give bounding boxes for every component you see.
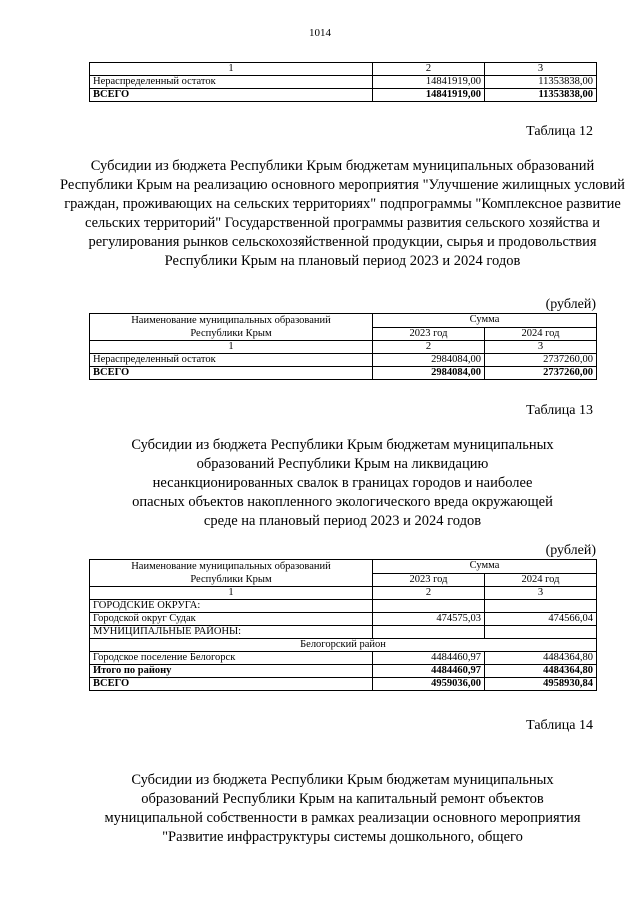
table-13 — [89, 559, 597, 691]
row-name: ВСЕГО — [90, 367, 373, 380]
column-number: 2 — [373, 63, 485, 76]
value-2024: 11353838,00 — [485, 76, 597, 89]
district-row — [90, 639, 597, 652]
row-name: Нераспределенный остаток — [90, 354, 373, 367]
table-row — [90, 76, 597, 89]
row-name: Итого по району — [90, 665, 373, 678]
value-2024: 4484364,80 — [485, 665, 597, 678]
value-2023: 14841919,00 — [373, 76, 485, 89]
column-number: 1 — [90, 63, 373, 76]
column-number: 3 — [485, 341, 597, 354]
total-row — [90, 678, 597, 691]
header-sum: Сумма — [373, 314, 597, 328]
table-12-title: Субсидии из бюджета Республики Крым бюджетам муниципальных образований Республики Крым на реализацию основного мероприятия "Улучшение жилищных условий граждан, проживающих на сельских территориях" подпрограммы "Комплексное развитие сельских территорий" Государственной программы развития сельского хозяйства и регулирования рынков сельскохозяйственной продукции, сырья и продовольствия Республики Крым на плановый период 2023 и 2024 годов — [60, 158, 625, 269]
value-2023: 4484460,97 — [373, 652, 485, 665]
table-row — [90, 652, 597, 665]
table-row — [90, 613, 597, 626]
table-row — [90, 354, 597, 367]
units-label: (рублей) — [545, 297, 596, 312]
column-number: 2 — [373, 587, 485, 600]
row-name: Городской округ Судак — [90, 613, 373, 626]
header-year-2024: 2024 год — [485, 327, 597, 341]
page-number: 1014 — [309, 27, 331, 39]
column-number: 3 — [485, 63, 597, 76]
value-2024: 2737260,00 — [485, 367, 597, 380]
header-year-2023: 2023 год — [373, 327, 485, 341]
section-label: МУНИЦИПАЛЬНЫЕ РАЙОНЫ: — [90, 626, 373, 639]
district-label: Белогорский район — [90, 639, 597, 652]
header-sum: Сумма — [373, 560, 597, 574]
value-2023: 4484460,97 — [373, 665, 485, 678]
value-2024: 11353838,00 — [485, 89, 597, 102]
column-number-row — [90, 341, 597, 354]
row-name: ВСЕГО — [90, 678, 373, 691]
column-number: 1 — [90, 587, 373, 600]
section-label: ГОРОДСКИЕ ОКРУГА: — [90, 600, 373, 613]
header-name: Наименование муниципальных образований Республики Крым — [90, 560, 373, 587]
table-14-label: Таблица 14 — [526, 718, 593, 733]
table-13-title: Субсидии из бюджета Республики Крым бюджетам муниципальных образований Республики Крым на ликвидацию несанкционированных свалок в границах городов и наиболее опасных объектов накопленного экологического вреда окружающей среде на плановый период 2023 и 2024 годов — [131, 437, 554, 529]
subtotal-row — [90, 665, 597, 678]
value-2023: 14841919,00 — [373, 89, 485, 102]
table-13-label: Таблица 13 — [526, 403, 593, 418]
column-number-row — [90, 587, 597, 600]
total-row — [90, 89, 597, 102]
row-name: ВСЕГО — [90, 89, 373, 102]
value-2024: 2737260,00 — [485, 354, 597, 367]
units-label: (рублей) — [545, 543, 596, 558]
value-2024: 4484364,80 — [485, 652, 597, 665]
row-name: Нераспределенный остаток — [90, 76, 373, 89]
table-12-label: Таблица 12 — [526, 124, 593, 139]
value-2023: 2984084,00 — [373, 367, 485, 380]
column-number: 1 — [90, 341, 373, 354]
value-2024: 474566,04 — [485, 613, 597, 626]
header-year-2023: 2023 год — [373, 573, 485, 587]
table-14-title: Субсидии из бюджета Республики Крым бюджетам муниципальных образований Республики Крым на капитальный ремонт объектов муниципальной собственности в рамках реализации основного мероприятия "Развитие инфраструктуры системы дошкольного, общего — [104, 772, 581, 845]
value-2024: 4958930,84 — [485, 678, 597, 691]
table-12 — [89, 313, 597, 380]
header-name: Наименование муниципальных образований Республики Крым — [90, 314, 373, 341]
column-number: 3 — [485, 587, 597, 600]
row-name: Городское поселение Белогорск — [90, 652, 373, 665]
value-2023: 2984084,00 — [373, 354, 485, 367]
value-2023: 4959036,00 — [373, 678, 485, 691]
section-row — [90, 600, 597, 613]
total-row — [90, 367, 597, 380]
column-number-row — [90, 63, 597, 76]
column-number: 2 — [373, 341, 485, 354]
section-row — [90, 626, 597, 639]
table-11 — [89, 62, 597, 102]
header-year-2024: 2024 год — [485, 573, 597, 587]
value-2023: 474575,03 — [373, 613, 485, 626]
